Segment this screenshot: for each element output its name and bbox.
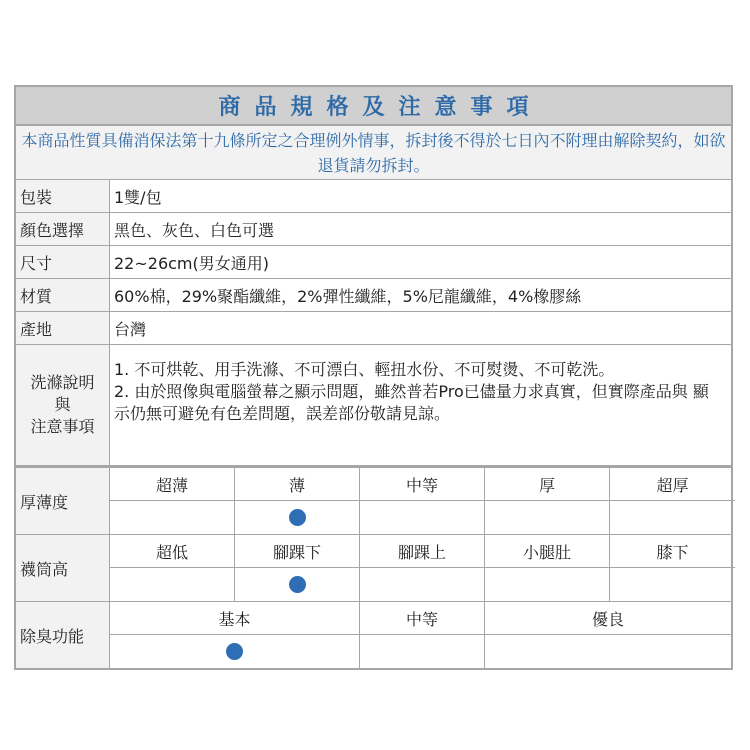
rating-marker-cell — [485, 568, 610, 601]
spec-value: 1雙/包 — [114, 187, 162, 207]
rating-option: 超低 — [110, 535, 235, 567]
rating-marker-cell — [110, 635, 360, 668]
rating-label: 襪筒高 — [16, 535, 110, 601]
rating-row-deodorant — [16, 602, 731, 668]
rating-option: 超厚 — [656, 475, 689, 495]
rating-marker-cell — [360, 501, 485, 534]
rating-row-thickness — [16, 468, 731, 535]
rating-marker-cell — [235, 568, 360, 601]
spec-value: 台灣 — [114, 319, 147, 339]
rating-option: 膝下 — [656, 542, 689, 562]
rating-marker-cell — [610, 568, 735, 601]
spec-row-origin — [16, 312, 731, 345]
rating-row-sock-height — [16, 535, 731, 602]
rating-label: 除臭功能 — [16, 602, 110, 668]
spec-row-colors — [16, 213, 731, 246]
rating-option: 厚 — [485, 468, 610, 500]
washing-label-line: 注意事項 — [30, 417, 95, 436]
rating-option: 超薄 — [110, 468, 235, 500]
spec-row-material — [16, 279, 731, 312]
spec-row-packaging — [16, 180, 731, 213]
washing-label-line: 與 — [54, 395, 71, 414]
selected-dot-icon — [226, 643, 243, 660]
rating-option: 中等 — [360, 602, 485, 634]
rating-marker-cell — [110, 501, 235, 534]
washing-label-line: 洗滌說明 — [30, 373, 95, 392]
spec-value: 黑色、灰色、白色可選 — [114, 220, 275, 240]
rating-label: 厚薄度 — [16, 468, 110, 534]
spec-label: 包裝 — [16, 180, 110, 212]
selected-dot-icon — [289, 576, 306, 593]
spec-sheet — [14, 85, 733, 670]
spec-label: 材質 — [16, 279, 110, 311]
page-title: 商品規格及注意事項 — [16, 87, 731, 126]
rating-marker-cell — [110, 568, 235, 601]
rating-marker-cell — [485, 635, 731, 668]
washing-instructions — [110, 345, 731, 465]
spec-value: 60%棉，29%聚酯纖維，2%彈性纖維，5%尼龍纖維，4%橡膠絲 — [114, 286, 582, 306]
washing-item-1: 1. 不可烘乾、用手洗滌、不可漂白、輕扭水份、不可熨燙、不可乾洗。 — [114, 360, 615, 379]
rating-option: 薄 — [235, 468, 360, 500]
washing-item-2: 2. 由於照像與電腦螢幕之顯示問題，雖然普若Pro已儘量力求真實，但實際產品與 顯示仍無可避免有色差問題，誤差部份敬請見諒。 — [114, 382, 709, 423]
selected-dot-icon — [289, 509, 306, 526]
return-policy-notice: 本商品性質具備消保法第十九條所定之合理例外情事，拆封後不得於七日內不附理由解除契約，如欲退貨請勿拆封。 — [16, 126, 731, 180]
rating-option: 小腿肚 — [485, 535, 610, 567]
rating-marker-cell — [360, 568, 485, 601]
rating-marker-cell — [235, 501, 360, 534]
rating-option: 優良 — [591, 609, 624, 629]
spec-label: 尺寸 — [16, 246, 110, 278]
spec-label: 顏色選擇 — [16, 213, 110, 245]
spec-value: 22~26cm(男女通用) — [114, 253, 269, 273]
rating-marker-cell — [360, 635, 485, 668]
spec-label: 產地 — [16, 312, 110, 344]
rating-option: 基本 — [110, 602, 360, 634]
spec-row-size — [16, 246, 731, 279]
rating-option: 腳踝下 — [235, 535, 360, 567]
rating-marker-cell — [485, 501, 610, 534]
rating-marker-cell — [610, 501, 735, 534]
spec-label — [16, 345, 110, 465]
rating-option: 腳踝上 — [360, 535, 485, 567]
spec-row-washing — [16, 345, 731, 468]
rating-option: 中等 — [360, 468, 485, 500]
